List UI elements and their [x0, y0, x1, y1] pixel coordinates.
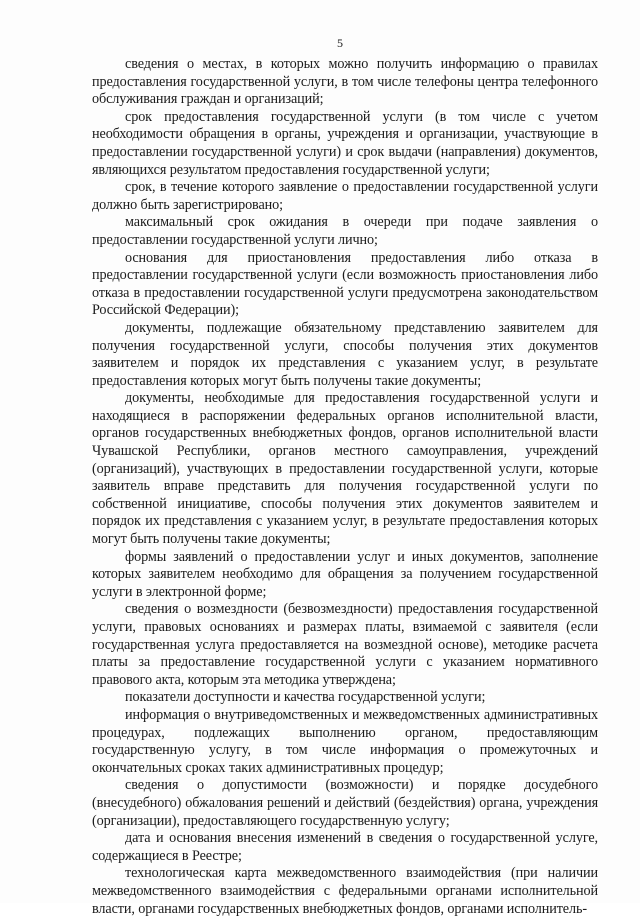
paragraph: формы заявлений о предоставлении услуг и иных документов, заполнение которых заявителем необходимо для обращения за получением государственной услуги в электронной форме;	[92, 548, 598, 600]
paragraph: дата и основания внесения изменений в сведения о государственной услуге, содержащиеся в Реестре;	[92, 830, 598, 864]
paragraph: технологическая карта межведомственного взаимодействия (при наличии межведомственного взаимодействия с федеральными органами исполнительной власти, органами государственных внебюджетных фондов, органами исполнитель-	[92, 865, 598, 917]
paragraph: основания для приостановления предоставления либо отказа в предоставлении государственной услуги (если возможность приостановления либо отказа в предоставлении государственной услуги предусмотрена законодательством Российской Федерации);	[92, 249, 598, 319]
paragraph: документы, необходимые для предоставления государственной услуги и находящиеся в распоряжении федеральных органов исполнительной власти, органов государственных внебюджетных фондов, органов исполнительной власти Чувашской Республики, органов местного самоуправления, учреждений (организаций), участвующих в предоставлении государственной услуги, которые заявитель вправе представить для получения государственной услуги по собственной инициативе, способы получения этих документов заявителем и порядок их представления с указанием услуг, в результате предоставления которых могут быть получены такие документы;	[92, 390, 598, 548]
paragraph: сведения о возмездности (безвозмездности) предоставления государственной услуги, правовых основаниях и размерах платы, взимаемой с заявителя (если государственная услуга предоставляется на возмездной основе), методике расчета платы за предоставление государственной услуги с указанием нормативного правового акта, которым эта методика утверждена;	[92, 601, 598, 688]
paragraph: срок предоставления государственной услуги (в том числе с учетом необходимости обращения в органы, учреждения и организации, участвующие в предоставлении государственной услуги) и срок выдачи (направления) документов, являющихся результатом предоставления государственной услуги;	[92, 108, 598, 178]
paragraph: показатели доступности и качества государственной услуги;	[125, 689, 486, 706]
page-number: 5	[337, 36, 343, 50]
paragraph: документы, подлежащие обязательному представлению заявителем для получения государственной услуги, способы получения этих документов заявителем и порядок их представления с указанием услуг, в результате предоставления которых могут быть получены такие документы;	[92, 319, 598, 389]
paragraph: сведения о допустимости (возможности) и порядке досудебного (внесудебного) обжалования решений и действий (бездействия) органа, учреждения (организации), предоставляющего государственную услугу;	[92, 777, 598, 829]
paragraph: информация о внутриведомственных и межведомственных административных процедурах, подлежащих выполнению органом, предоставляющим государственную услугу, в том числе информация о промежуточных и окончательных сроках таких административных процедур;	[92, 706, 598, 776]
paragraph: срок, в течение которого заявление о предоставлении государственной услуги должно быть зарегистрировано;	[92, 179, 598, 213]
paragraph: максимальный срок ожидания в очереди при подаче заявления о предоставлении государственной услуги лично;	[92, 214, 598, 248]
paragraph: сведения о местах, в которых можно получить информацию о правилах предоставления государственной услуги, в том числе телефоны центра телефонного обслуживания граждан и организаций;	[92, 56, 598, 108]
